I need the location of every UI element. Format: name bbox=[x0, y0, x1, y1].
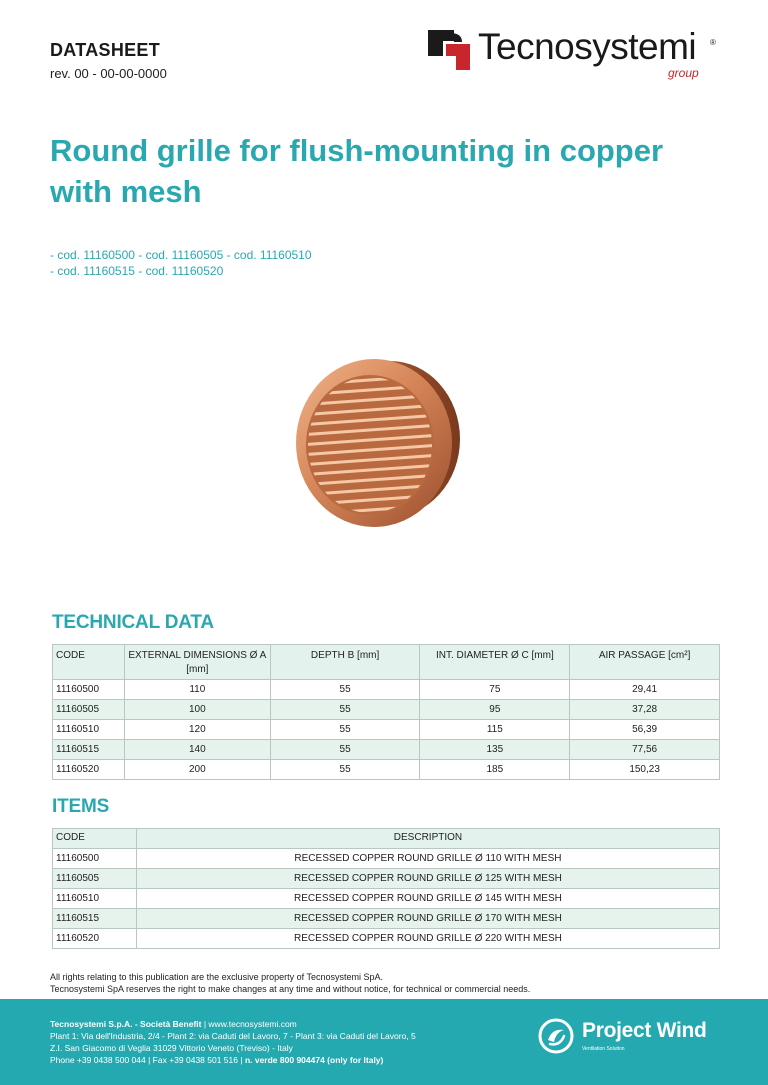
cell-air-passage: 29,41 bbox=[570, 680, 720, 700]
cell-external-dimensions: 140 bbox=[124, 740, 270, 760]
table-row bbox=[53, 720, 720, 740]
items-heading: ITEMS bbox=[52, 796, 110, 817]
cell-code: 11160510 bbox=[53, 889, 137, 909]
cell-external-dimensions: 100 bbox=[124, 700, 270, 720]
cell-description: RECESSED COPPER ROUND GRILLE Ø 145 WITH MESH bbox=[136, 889, 719, 909]
table-header-row bbox=[53, 645, 720, 680]
table-row bbox=[53, 700, 720, 720]
footer-fax: Fax +39 0438 501 516 bbox=[152, 1055, 238, 1065]
cell-code: 11160510 bbox=[53, 720, 125, 740]
cell-code: 11160515 bbox=[53, 909, 137, 929]
footer-contact-info bbox=[50, 1018, 416, 1066]
technical-data-heading: TECHNICAL DATA bbox=[52, 612, 214, 633]
cell-description: RECESSED COPPER ROUND GRILLE Ø 110 WITH MESH bbox=[136, 849, 719, 869]
col-header-depth: DEPTH B [mm] bbox=[270, 645, 420, 680]
footer-plants: Plant 1: Via dell'Industria, 2/4 - Plant 2: via Caduti del Lavoro, 7 - Plant 3: via Caduti del Lavoro, 5 bbox=[50, 1031, 416, 1041]
footer-green-number: n. verde 800 904474 (only for Italy) bbox=[244, 1055, 384, 1065]
footer-company: Tecnosystemi S.p.A. - Società Benefit bbox=[50, 1019, 202, 1029]
cell-external-dimensions: 110 bbox=[124, 680, 270, 700]
cell-depth: 55 bbox=[270, 680, 420, 700]
footer bbox=[0, 999, 768, 1085]
cell-depth: 55 bbox=[270, 700, 420, 720]
cell-code: 11160515 bbox=[53, 740, 125, 760]
table-row bbox=[53, 929, 720, 949]
cell-description: RECESSED COPPER ROUND GRILLE Ø 220 WITH MESH bbox=[136, 929, 719, 949]
technical-data-table bbox=[52, 644, 720, 780]
cell-depth: 55 bbox=[270, 720, 420, 740]
items-table bbox=[52, 828, 720, 949]
footer-phone: Phone +39 0438 500 044 bbox=[50, 1055, 146, 1065]
footer-separator: | bbox=[240, 1055, 245, 1065]
logo-name: Tecnosystemi bbox=[478, 26, 697, 67]
cell-code: 11160520 bbox=[53, 760, 125, 780]
copper-round-grille-image bbox=[290, 355, 470, 530]
cell-int-diameter: 115 bbox=[420, 720, 570, 740]
cell-air-passage: 56,39 bbox=[570, 720, 720, 740]
cell-code: 11160500 bbox=[53, 680, 125, 700]
cell-description: RECESSED COPPER ROUND GRILLE Ø 170 WITH MESH bbox=[136, 909, 719, 929]
cell-int-diameter: 185 bbox=[420, 760, 570, 780]
footer-separator: | bbox=[203, 1019, 209, 1029]
footer-company-line bbox=[50, 1018, 416, 1030]
tecnosystemi-logo-mark-icon bbox=[428, 30, 470, 70]
codes-line-2: - cod. 11160515 - cod. 11160520 bbox=[50, 264, 224, 278]
cell-code: 11160505 bbox=[53, 700, 125, 720]
table-row bbox=[53, 869, 720, 889]
cell-depth: 55 bbox=[270, 740, 420, 760]
col-header-description: DESCRIPTION bbox=[136, 829, 719, 849]
logo-tagline: group bbox=[668, 66, 699, 80]
table-row bbox=[53, 760, 720, 780]
col-header-external-dimensions: EXTERNAL DIMENSIONS Ø A [mm] bbox=[124, 645, 270, 680]
project-wind-logo-icon bbox=[538, 1018, 574, 1054]
project-wind-logo bbox=[538, 1018, 738, 1058]
table-row bbox=[53, 909, 720, 929]
cell-air-passage: 77,56 bbox=[570, 740, 720, 760]
product-title: Round grille for flush-mounting in copper with mesh bbox=[50, 133, 664, 209]
table-row bbox=[53, 740, 720, 760]
cell-external-dimensions: 120 bbox=[124, 720, 270, 740]
col-header-code: CODE bbox=[53, 645, 125, 680]
revision-text: rev. 00 - 00-00-0000 bbox=[50, 66, 167, 81]
cell-code: 11160520 bbox=[53, 929, 137, 949]
col-header-code: CODE bbox=[53, 829, 137, 849]
cell-external-dimensions: 200 bbox=[124, 760, 270, 780]
cell-depth: 55 bbox=[270, 760, 420, 780]
cell-int-diameter: 135 bbox=[420, 740, 570, 760]
rights-notice bbox=[50, 971, 530, 995]
datasheet-label: DATASHEET bbox=[50, 40, 161, 60]
cell-description: RECESSED COPPER ROUND GRILLE Ø 125 WITH MESH bbox=[136, 869, 719, 889]
rights-line-2: Tecnosystemi SpA reserves the right to make changes at any time and without notice, for technical or commercial needs. bbox=[50, 984, 531, 994]
project-wind-name: Project Wind bbox=[582, 1019, 707, 1042]
cell-int-diameter: 75 bbox=[420, 680, 570, 700]
footer-phone-line bbox=[50, 1054, 416, 1066]
table-row bbox=[53, 849, 720, 869]
footer-address: Z.I. San Giacomo di Veglia 31029 Vittorio Veneto (Treviso) - Italy bbox=[50, 1043, 293, 1053]
cell-air-passage: 150,23 bbox=[570, 760, 720, 780]
cell-code: 11160505 bbox=[53, 869, 137, 889]
cell-code: 11160500 bbox=[53, 849, 137, 869]
product-codes bbox=[50, 247, 312, 279]
cell-air-passage: 37,28 bbox=[570, 700, 720, 720]
footer-separator: | bbox=[148, 1055, 153, 1065]
table-row bbox=[53, 889, 720, 909]
table-row bbox=[53, 680, 720, 700]
col-header-air-passage: AIR PASSAGE [cm²] bbox=[570, 645, 720, 680]
logo-registered-mark: ® bbox=[710, 38, 716, 47]
codes-line-1: - cod. 11160500 - cod. 11160505 - cod. 11160510 bbox=[50, 248, 312, 262]
rights-line-1: All rights relating to this publication are the exclusive property of Tecnosystemi SpA. bbox=[50, 972, 383, 982]
project-wind-subtitle: Ventilation Solution bbox=[582, 1046, 625, 1052]
cell-int-diameter: 95 bbox=[420, 700, 570, 720]
col-header-int-diameter: INT. DIAMETER Ø C [mm] bbox=[420, 645, 570, 680]
footer-website-link[interactable]: www.tecnosystemi.com bbox=[208, 1019, 297, 1029]
table-header-row bbox=[53, 829, 720, 849]
tecnosystemi-logo bbox=[428, 28, 728, 84]
